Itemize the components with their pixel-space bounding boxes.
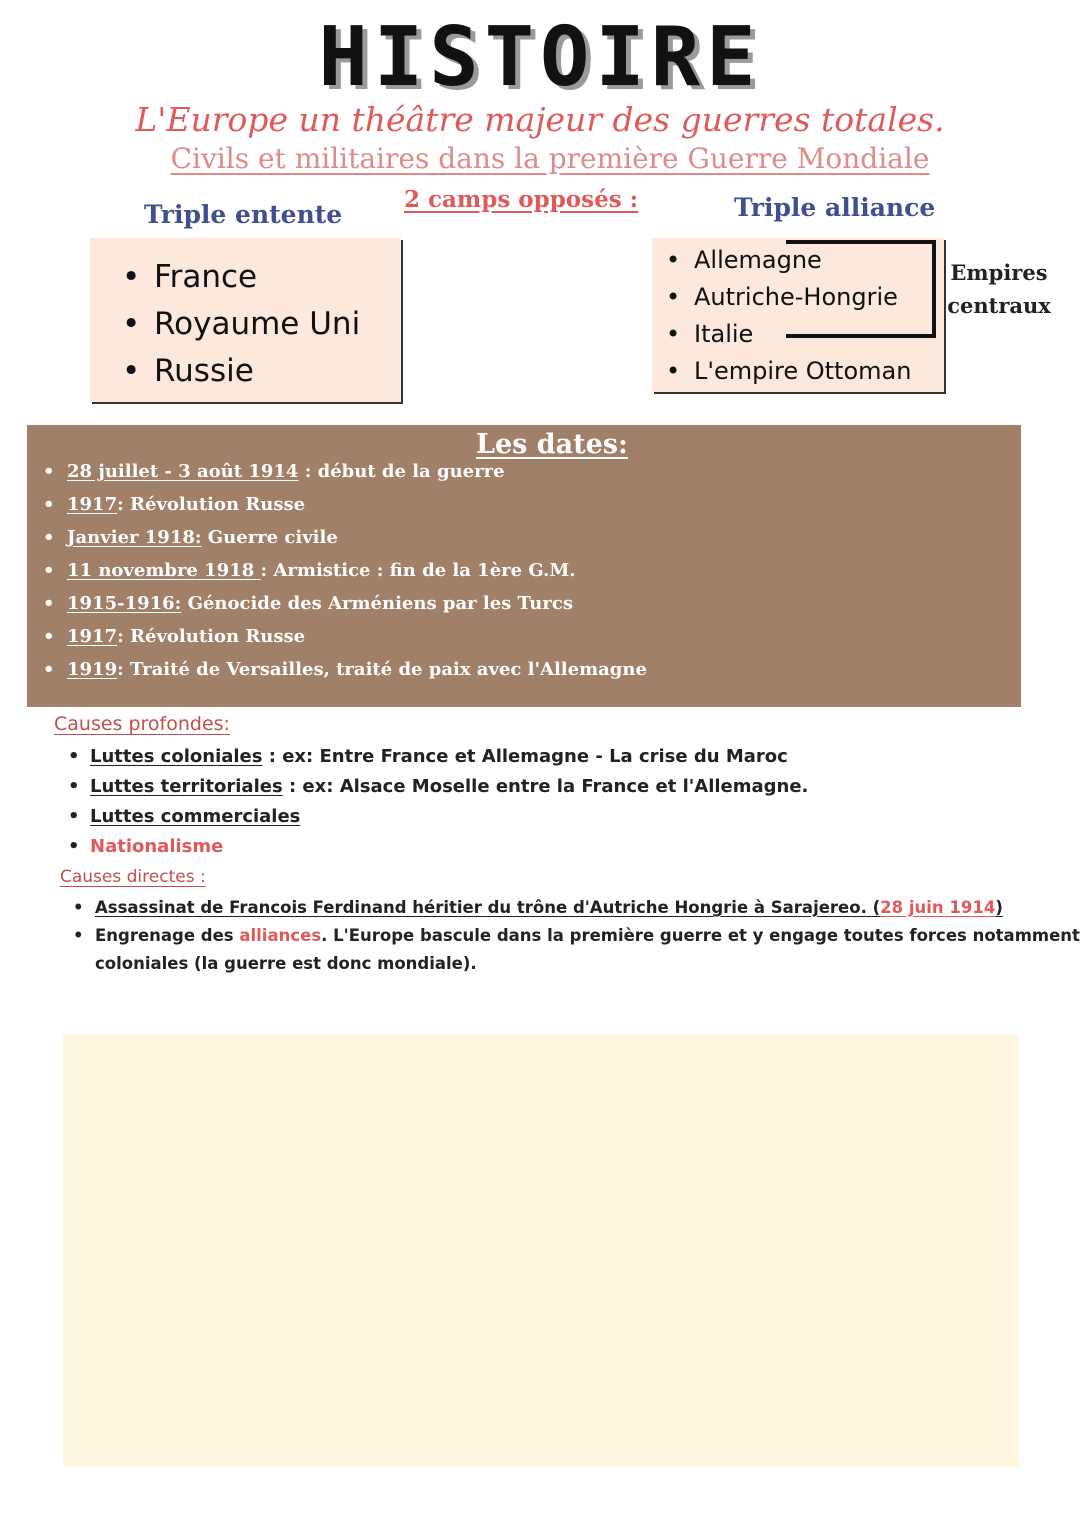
causes-profondes-title: Causes profondes: [54,713,230,735]
date-separator: : [298,461,318,482]
cause-text: ex: Alsace Moselle entre la France et l'Allemagne. [302,776,809,797]
page-subtitle: Civils et militaires dans la première Guerre Mondiale [170,142,930,175]
direct-cause-item [95,922,1080,978]
causes-profondes-list [90,742,808,862]
cause-text: ex: Entre France et Allemagne - La crise du Maroc [282,746,788,767]
alliance-item: • L'empire Ottoman [694,353,911,390]
causes-directes-list [95,894,1080,978]
date-value: 1919 [67,659,118,680]
direct-cause-close-paren: ) [995,898,1003,917]
entente-item: • Russie [154,348,360,395]
cause-label: Luttes commerciales [90,806,301,827]
date-event: Traité de Versailles, traité de paix avec l'Allemagne [130,659,647,680]
notes-area [63,1035,1019,1467]
direct-cause-text-line2: coloniales (la guerre est donc mondiale). [95,954,477,973]
date-item [67,488,647,521]
alliance-item: • Autriche-Hongrie [694,279,911,316]
central-empires-label [946,256,1052,322]
entente-box [90,238,401,402]
cause-separator: : [262,746,283,767]
dates-panel [27,425,1021,707]
direct-cause-item [95,894,1080,922]
date-value: 28 juillet - 3 août 1914 [67,461,299,482]
direct-cause-text: . L'Europe bascule dans la première guerre et y engage toutes forces notamment [321,926,1080,945]
direct-cause-open-paren: ( [866,898,881,917]
dates-title: Les dates: [476,429,628,460]
cause-item [90,742,808,772]
cause-label: Luttes coloniales [90,746,263,767]
entente-list [154,254,360,395]
date-event: Révolution Russe [130,494,306,515]
direct-cause-highlight: alliances [239,926,322,945]
central-empires-bracket [786,240,936,338]
date-item [67,554,647,587]
date-event: Guerre civile [207,527,338,548]
direct-cause-text: Engrenage des [95,926,240,945]
date-item [67,587,647,620]
date-event: Génocide des Arméniens par les Turcs [187,593,573,614]
cause-item-nationalisme: • Nationalisme [90,832,808,862]
page-subtitle-script: L'Europe un théâtre majeur des guerres totales. [135,100,945,139]
date-value: 1917 [67,494,118,515]
dates-list [67,455,647,686]
page-title: HISTOIRE [318,10,762,105]
causes-directes-title: Causes directes : [60,867,206,887]
entente-title: Triple entente [144,200,343,229]
central-empires-label-line1: Empires [950,260,1048,285]
date-value: Janvier 1918: [67,527,202,548]
cause-label: Luttes territoriales [90,776,283,797]
date-separator: : [117,494,131,515]
camps-label: 2 camps opposés : [404,186,639,213]
direct-cause-text: Assassinat de Francois Ferdinand héritier du trône d'Autriche Hongrie à Sarajereo. [95,898,867,917]
alliance-item: • Allemagne [694,242,911,279]
date-event: début de la guerre [317,461,505,482]
date-value: 1917 [67,626,118,647]
direct-cause-date: 28 juin 1914 [880,898,996,917]
date-item [67,653,647,686]
date-event: Révolution Russe [130,626,306,647]
alliance-item: • Italie [694,316,911,353]
entente-item: • Royaume Uni [154,301,360,348]
central-empires-label-line2: centraux [947,293,1051,318]
date-value: 1915-1916: [67,593,182,614]
date-separator: : [260,560,274,581]
date-item [67,455,647,488]
alliance-title: Triple alliance [734,193,936,222]
entente-item: • France [154,254,360,301]
date-event: Armistice : fin de la 1ère G.M. [273,560,576,581]
date-item [67,521,647,554]
date-separator: : [117,659,131,680]
date-item [67,620,647,653]
cause-item [90,772,808,802]
date-separator: : [117,626,131,647]
cause-separator: : [282,776,303,797]
date-value: 11 novembre 1918 [67,560,261,581]
cause-item [90,802,808,832]
